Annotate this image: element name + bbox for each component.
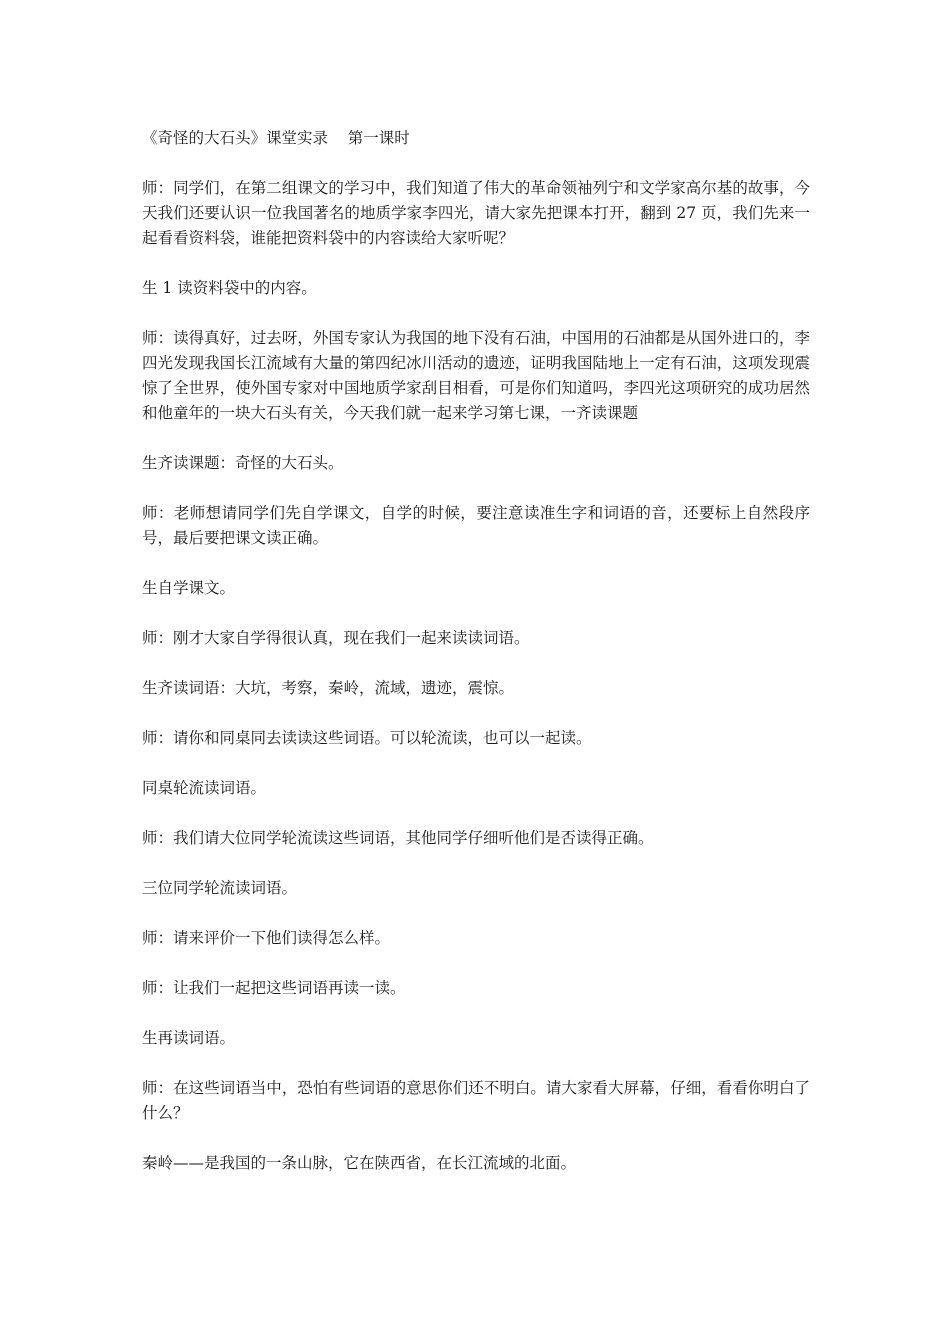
paragraph-student-reads-data-bag: 生 1 读资料袋中的内容。 [142,279,317,297]
paragraph-teacher-self-study: 师：老师想请同学们先自学课文，自学的时候，要注意读准生字和词语的音，还要标上自然段序号，最后要把课文读正确。 [142,504,810,547]
paragraph-students-self-study: 生自学课文。 [142,579,236,597]
paragraph-students-read-words: 生齐读词语：大坑，考察，秦岭，流域，遗迹，震惊。 [142,679,515,697]
paragraph-teacher-li-siguang: 师：读得真好，过去呀，外国专家认为我国的地下没有石油，中国用的石油都是从国外进口的，李四光发现我国长江流域有大量的第四纪冰川活动的遗迹，证明我国陆地上一定有石油，这项发现震惊了全世界，使外国专家对中国地质学家刮目相看，可是你们知道吗，李四光这项研究的成功居然和他童年的一块大石头有关，今天我们就一起来学习第七课，一齐读课题 [142,329,810,422]
paragraph-teacher-intro: 师：同学们，在第二组课文的学习中，我们知道了伟大的革命领袖列宁和文学家高尔基的故事，今天我们还要认识一位我国著名的地质学家李四光，请大家先把课本打开，翻到 27 页，我们先来一起看看资料袋，谁能把资料袋中的内容读给大家听呢？ [142,179,810,247]
paragraph-teacher-take-turns: 师：我们请大位同学轮流读这些词语，其他同学仔细听他们是否读得正确。 [142,829,654,847]
paragraph-teacher-read-again: 师：让我们一起把这些词语再读一读。 [142,979,406,997]
paragraph-students-read-title: 生齐读课题：奇怪的大石头。 [142,454,344,472]
paragraph-teacher-read-words: 师：刚才大家自学得很认真，现在我们一起来读读词语。 [142,629,530,647]
paragraph-students-read-again: 生再读词语。 [142,1029,236,1047]
paragraph-qinling-definition: 秦岭——是我国的一条山脉，它在陕西省，在长江流域的北面。 [142,1154,577,1172]
paragraph-teacher-evaluate: 师：请来评价一下他们读得怎么样。 [142,929,391,947]
paragraph-teacher-big-screen: 师：在这些词语当中，恐怕有些词语的意思你们还不明白。请大家看大屏幕，仔细，看看你明白了什么？ [142,1079,810,1122]
paragraph-three-students-read: 三位同学轮流读词语。 [142,879,298,897]
paragraph-teacher-deskmate: 师：请你和同桌同去读读这些词语。可以轮流读，也可以一起读。 [142,729,592,747]
document-title: 《奇怪的大石头》课堂实录 第一课时 [142,129,410,147]
document-body [142,126,810,1201]
paragraph-deskmates-read: 同桌轮流读词语。 [142,779,267,797]
